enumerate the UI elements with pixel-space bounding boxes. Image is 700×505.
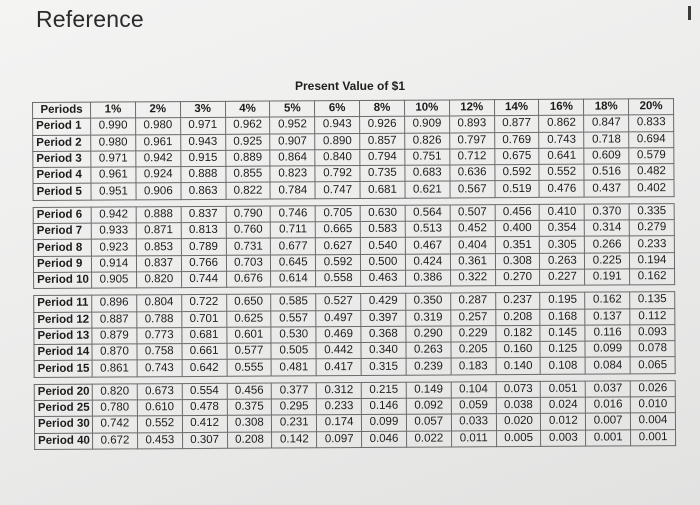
column-header-rate: 3%	[180, 101, 225, 118]
pv-factor-cell: 0.766	[181, 255, 226, 272]
pv-factor-cell: 0.681	[360, 182, 405, 199]
pv-factor-cell: 0.552	[137, 416, 182, 433]
pv-factor-cell: 0.813	[181, 222, 226, 239]
pv-factor-cell: 0.788	[137, 311, 182, 328]
pv-factor-cell: 0.108	[541, 358, 586, 375]
pv-factor-cell: 0.215	[361, 382, 406, 399]
pv-factor-cell: 0.980	[135, 118, 180, 135]
pv-factor-cell: 0.084	[585, 357, 630, 374]
row-period-label: Period 2	[33, 135, 91, 152]
pv-factor-cell: 0.746	[271, 206, 316, 223]
pv-factor-cell: 0.104	[451, 381, 496, 398]
pv-factor-cell: 0.519	[495, 181, 540, 198]
pv-factor-cell: 0.481	[271, 359, 316, 376]
pv-factor-cell: 0.400	[495, 220, 540, 237]
pv-factor-cell: 0.208	[227, 432, 272, 449]
pv-factor-cell: 0.516	[584, 164, 629, 181]
pv-factor-cell: 0.051	[541, 381, 586, 398]
pv-factor-cell: 0.683	[405, 165, 450, 182]
pv-factor-cell: 0.610	[137, 400, 182, 417]
pv-factor-cell: 0.923	[91, 239, 136, 256]
pv-factor-cell: 0.558	[316, 270, 361, 287]
pv-factor-cell: 0.871	[136, 223, 181, 240]
pv-factor-cell: 0.555	[227, 359, 272, 376]
pv-factor-cell: 0.887	[92, 311, 137, 328]
pv-factor-cell: 0.990	[91, 118, 136, 135]
pv-factor-cell: 0.552	[539, 164, 584, 181]
pv-factor-cell: 0.705	[315, 205, 360, 222]
pv-factor-cell: 0.340	[361, 342, 406, 359]
column-header-rate: 8%	[360, 100, 405, 117]
table-title: Present Value of $1	[294, 79, 406, 93]
row-period-label: Period 20	[34, 384, 92, 401]
row-period-label: Period 11	[34, 295, 92, 312]
pv-factor-cell: 0.769	[494, 132, 539, 149]
pv-factor-cell: 0.760	[226, 222, 271, 239]
column-header-rate: 20%	[629, 99, 674, 116]
pv-factor-cell: 0.386	[405, 270, 450, 287]
pv-factor-cell: 0.557	[271, 310, 316, 327]
pv-factor-cell: 0.773	[137, 327, 182, 344]
pv-factor-cell: 0.452	[450, 221, 495, 238]
pv-factor-cell: 0.026	[630, 380, 675, 397]
pv-factor-cell: 0.847	[584, 115, 629, 132]
pv-factor-cell: 0.351	[495, 237, 540, 254]
pv-factor-cell: 0.137	[585, 308, 630, 325]
pv-factor-cell: 0.016	[586, 397, 631, 414]
pv-factor-cell: 0.078	[630, 341, 675, 358]
row-period-label: Period 30	[34, 416, 92, 433]
pv-factor-cell: 0.585	[271, 294, 316, 311]
pv-factor-cell: 0.410	[540, 204, 585, 221]
pv-factor-cell: 0.377	[272, 383, 317, 400]
pv-factor-cell: 0.233	[317, 399, 362, 416]
pv-factor-cell: 0.890	[315, 133, 360, 150]
pv-factor-cell: 0.926	[360, 117, 405, 134]
pv-factor-cell: 0.630	[360, 205, 405, 222]
column-header-rate: 4%	[225, 101, 270, 118]
pv-factor-cell: 0.099	[585, 341, 630, 358]
pv-factor-cell: 0.672	[93, 433, 138, 450]
pv-factor-cell: 0.308	[227, 415, 272, 432]
scrollbar-thumb[interactable]	[688, 6, 691, 20]
pv-factor-cell: 0.642	[182, 360, 227, 377]
pv-factor-cell: 0.627	[316, 238, 361, 255]
pv-factor-cell: 0.915	[180, 150, 225, 167]
pv-factor-cell: 0.621	[405, 181, 450, 198]
pv-factor-cell: 0.099	[361, 415, 406, 432]
pv-factor-cell: 0.905	[92, 272, 137, 289]
pv-factor-cell: 0.722	[181, 295, 226, 312]
pv-factor-cell: 0.227	[540, 269, 585, 286]
pv-factor-cell: 0.429	[361, 293, 406, 310]
pv-factor-cell: 0.583	[360, 221, 405, 238]
pv-factor-cell: 0.820	[136, 272, 181, 289]
pv-factor-cell: 0.370	[584, 204, 629, 221]
pv-factor-cell: 0.020	[496, 414, 541, 431]
pv-factor-cell: 0.784	[270, 182, 315, 199]
pv-factor-cell: 0.864	[270, 150, 315, 167]
pv-factor-cell: 0.625	[226, 311, 271, 328]
row-period-label: Period 7	[33, 223, 91, 240]
pv-factor-cell: 0.879	[92, 328, 137, 345]
pv-factor-cell: 0.675	[494, 148, 539, 165]
column-header-rate: 6%	[315, 100, 360, 117]
pv-factor-cell: 0.335	[629, 203, 674, 220]
row-period-label: Period 3	[33, 151, 91, 168]
pv-factor-cell: 0.893	[449, 116, 494, 133]
column-header-rate: 14%	[494, 99, 539, 116]
pv-factor-cell: 0.792	[315, 166, 360, 183]
pv-factor-cell: 0.402	[629, 180, 674, 197]
pv-factor-cell: 0.305	[540, 237, 585, 254]
pv-factor-cell: 0.863	[181, 183, 226, 200]
pv-factor-cell: 0.225	[585, 253, 630, 270]
pv-factor-cell: 0.505	[271, 343, 316, 360]
pv-factor-cell: 0.404	[450, 237, 495, 254]
pv-factor-cell: 0.797	[449, 132, 494, 149]
pv-factor-cell: 0.059	[451, 398, 496, 415]
pv-factor-cell: 0.412	[182, 416, 227, 433]
pv-factor-cell: 0.789	[181, 239, 226, 256]
pv-factor-cell: 0.650	[226, 294, 271, 311]
pv-factor-cell: 0.093	[630, 324, 675, 341]
column-header-periods: Periods	[33, 102, 91, 119]
pv-factor-cell: 0.794	[360, 149, 405, 166]
pv-factor-cell: 0.307	[182, 432, 227, 449]
pv-factor-cell: 0.417	[316, 359, 361, 376]
pv-factor-cell: 0.308	[495, 253, 540, 270]
pv-factor-cell: 0.092	[406, 398, 451, 415]
pv-factor-cell: 0.527	[316, 294, 361, 311]
pv-factor-cell: 0.507	[450, 204, 495, 221]
pv-factor-cell: 0.961	[136, 134, 181, 151]
pv-factor-cell: 0.287	[450, 293, 495, 310]
pv-factor-cell: 0.743	[137, 360, 182, 377]
pv-factor-cell: 0.744	[181, 271, 226, 288]
pv-factor-cell: 0.961	[91, 167, 136, 184]
pv-factor-cell: 0.453	[137, 432, 182, 449]
pv-factor-cell: 0.437	[584, 180, 629, 197]
pv-factor-cell: 0.231	[272, 415, 317, 432]
pv-factor-cell: 0.906	[136, 183, 181, 200]
pv-factor-cell: 0.681	[182, 327, 227, 344]
pv-factor-cell: 0.804	[137, 295, 182, 312]
row-period-label: Period 13	[34, 328, 92, 345]
pv-factor-cell: 0.500	[360, 254, 405, 271]
pv-factor-cell: 0.162	[585, 292, 630, 309]
pv-factor-cell: 0.183	[451, 358, 496, 375]
pv-factor-cell: 0.057	[406, 414, 451, 431]
present-value-table	[32, 98, 676, 450]
pv-factor-cell: 0.840	[315, 149, 360, 166]
pv-factor-cell: 0.397	[361, 310, 406, 327]
pv-factor-cell: 0.614	[271, 271, 316, 288]
pv-factor-cell: 0.833	[629, 115, 674, 132]
pv-factor-cell: 0.135	[630, 292, 675, 309]
pv-factor-cell: 0.195	[540, 292, 585, 309]
pv-factor-cell: 0.375	[227, 399, 272, 416]
pv-factor-cell: 0.162	[630, 269, 675, 286]
pv-factor-cell: 0.003	[541, 430, 586, 447]
pv-factor-cell: 0.022	[406, 431, 451, 448]
pv-factor-cell: 0.676	[226, 271, 271, 288]
pv-factor-cell: 0.790	[226, 206, 271, 223]
pv-factor-cell: 0.747	[315, 182, 360, 199]
row-period-label: Period 25	[34, 400, 92, 417]
row-period-label: Period 4	[33, 167, 91, 184]
column-header-rate: 5%	[270, 101, 315, 118]
pv-factor-cell: 0.065	[630, 357, 675, 374]
pv-factor-cell: 0.579	[629, 147, 674, 164]
column-header-rate: 18%	[584, 99, 629, 116]
pv-factor-cell: 0.004	[631, 413, 676, 430]
pv-factor-cell: 0.951	[91, 183, 136, 200]
pv-factor-cell: 0.046	[362, 431, 407, 448]
pv-factor-cell: 0.145	[540, 325, 585, 342]
pv-factor-cell: 0.011	[451, 430, 496, 447]
pv-factor-cell: 0.233	[629, 236, 674, 253]
pv-factor-cell: 0.914	[91, 256, 136, 273]
pv-factor-cell: 0.942	[136, 150, 181, 167]
pv-factor-cell: 0.780	[92, 400, 137, 417]
pv-factor-cell: 0.758	[137, 344, 182, 361]
pv-factor-cell: 0.877	[494, 116, 539, 133]
pv-factor-cell: 0.263	[540, 253, 585, 270]
pv-factor-cell: 0.870	[92, 344, 137, 361]
pv-factor-cell: 0.182	[495, 325, 540, 342]
pv-factor-cell: 0.862	[539, 115, 584, 132]
pv-factor-cell: 0.322	[450, 270, 495, 287]
pv-factor-cell: 0.952	[270, 117, 315, 134]
pv-factor-cell: 0.853	[136, 239, 181, 256]
pv-factor-cell: 0.826	[405, 133, 450, 150]
pv-factor-cell: 0.701	[181, 311, 226, 328]
page-title: Reference	[36, 6, 144, 32]
pv-factor-cell: 0.469	[316, 326, 361, 343]
pv-factor-cell: 0.229	[451, 326, 496, 343]
pv-factor-cell: 0.456	[495, 204, 540, 221]
column-header-rate: 10%	[404, 100, 449, 117]
pv-factor-cell: 0.312	[316, 382, 361, 399]
pv-factor-cell: 0.497	[316, 310, 361, 327]
pv-factor-cell: 0.933	[91, 223, 136, 240]
pv-factor-cell: 0.822	[226, 183, 271, 200]
pv-factor-cell: 0.564	[405, 205, 450, 222]
column-header-rate: 16%	[539, 99, 584, 116]
pv-factor-cell: 0.033	[451, 414, 496, 431]
pv-factor-cell: 0.641	[539, 148, 584, 165]
pv-factor-cell: 0.645	[271, 254, 316, 271]
pv-factor-cell: 0.191	[585, 269, 630, 286]
pv-factor-cell: 0.837	[136, 255, 181, 272]
pv-factor-cell: 0.530	[271, 327, 316, 344]
pv-factor-cell: 0.442	[316, 343, 361, 360]
column-header-rate: 1%	[91, 102, 136, 119]
pv-factor-cell: 0.424	[405, 254, 450, 271]
pv-factor-cell: 0.354	[540, 220, 585, 237]
pv-factor-cell: 0.194	[630, 252, 675, 269]
pv-factor-cell: 0.368	[361, 326, 406, 343]
pv-factor-cell: 0.279	[629, 220, 674, 237]
pv-factor-cell: 0.319	[406, 310, 451, 327]
pv-factor-cell: 0.174	[317, 415, 362, 432]
pv-factor-cell: 0.731	[226, 238, 271, 255]
pv-factor-cell: 0.673	[137, 383, 182, 400]
row-period-label: Period 6	[33, 207, 91, 224]
row-period-label: Period 40	[35, 433, 93, 450]
pv-factor-cell: 0.924	[136, 167, 181, 184]
pv-factor-cell: 0.513	[405, 221, 450, 238]
pv-factor-cell: 0.315	[361, 359, 406, 376]
pv-factor-cell: 0.024	[541, 397, 586, 414]
pv-factor-cell: 0.142	[272, 431, 317, 448]
pv-factor-cell: 0.482	[629, 164, 674, 181]
pv-factor-cell: 0.149	[406, 382, 451, 399]
pv-factor-cell: 0.601	[226, 327, 271, 344]
pv-factor-cell: 0.463	[361, 270, 406, 287]
pv-factor-cell: 0.980	[91, 134, 136, 151]
pv-factor-cell: 0.665	[315, 222, 360, 239]
pv-factor-cell: 0.971	[91, 151, 136, 168]
row-period-label: Period 14	[34, 344, 92, 361]
pv-factor-cell: 0.889	[225, 150, 270, 167]
pv-factor-cell: 0.896	[92, 295, 137, 312]
pv-factor-cell: 0.592	[316, 254, 361, 271]
pv-factor-cell: 0.038	[496, 397, 541, 414]
pv-factor-cell: 0.001	[586, 429, 631, 446]
pv-factor-cell: 0.140	[496, 358, 541, 375]
pv-factor-cell: 0.112	[630, 308, 675, 325]
pv-factor-cell: 0.751	[405, 149, 450, 166]
pv-factor-cell: 0.295	[272, 399, 317, 416]
pv-factor-cell: 0.467	[405, 237, 450, 254]
row-period-label: Period 8	[33, 240, 91, 257]
pv-factor-cell: 0.962	[225, 117, 270, 134]
pv-factor-cell: 0.554	[182, 383, 227, 400]
pv-factor-cell: 0.263	[406, 342, 451, 359]
pv-factor-cell: 0.116	[585, 325, 630, 342]
pv-factor-cell: 0.239	[406, 358, 451, 375]
column-header-rate: 12%	[449, 100, 494, 117]
pv-factor-cell: 0.855	[225, 166, 270, 183]
pv-factor-cell: 0.592	[494, 165, 539, 182]
pv-factor-cell: 0.943	[180, 134, 225, 151]
table-body	[33, 115, 676, 450]
pv-factor-cell: 0.861	[92, 360, 137, 377]
pv-factor-cell: 0.735	[360, 165, 405, 182]
pv-factor-cell: 0.820	[92, 384, 137, 401]
pv-factor-cell: 0.456	[227, 383, 272, 400]
pv-factor-cell: 0.270	[495, 269, 540, 286]
pv-factor-cell: 0.577	[227, 343, 272, 360]
pv-factor-cell: 0.290	[406, 326, 451, 343]
pv-factor-cell: 0.314	[585, 220, 630, 237]
pv-factor-cell: 0.636	[450, 165, 495, 182]
row-period-label: Period 5	[33, 184, 91, 201]
pv-factor-cell: 0.361	[450, 253, 495, 270]
pv-factor-cell: 0.743	[539, 132, 584, 149]
pv-factor-cell: 0.742	[92, 416, 137, 433]
pv-factor-cell: 0.146	[361, 398, 406, 415]
pv-factor-cell: 0.942	[91, 207, 136, 224]
pv-factor-cell: 0.125	[540, 341, 585, 358]
pv-factor-cell: 0.007	[586, 413, 631, 430]
pv-factor-cell: 0.925	[225, 134, 270, 151]
pv-factor-cell: 0.567	[450, 181, 495, 198]
pv-factor-cell: 0.037	[585, 381, 630, 398]
row-period-label: Period 12	[34, 312, 92, 329]
pv-factor-cell: 0.943	[315, 117, 360, 134]
pv-factor-cell: 0.712	[450, 149, 495, 166]
pv-factor-cell: 0.005	[496, 430, 541, 447]
pv-factor-cell: 0.168	[540, 309, 585, 326]
table-row	[35, 429, 676, 449]
pv-factor-cell: 0.266	[585, 236, 630, 253]
pv-factor-cell: 0.907	[270, 133, 315, 150]
pv-factor-cell: 0.837	[181, 206, 226, 223]
pv-factor-cell: 0.205	[451, 342, 496, 359]
pv-factor-cell: 0.823	[270, 166, 315, 183]
pv-factor-cell: 0.476	[539, 181, 584, 198]
row-period-label: Period 9	[33, 256, 91, 273]
column-header-rate: 2%	[135, 102, 180, 119]
pv-factor-cell: 0.073	[496, 381, 541, 398]
row-period-label: Period 10	[34, 272, 92, 289]
pv-factor-cell: 0.257	[451, 309, 496, 326]
pv-factor-cell: 0.097	[317, 431, 362, 448]
pv-factor-cell: 0.694	[629, 131, 674, 148]
pv-factor-cell: 0.160	[496, 342, 541, 359]
pv-factor-cell: 0.909	[405, 116, 450, 133]
pv-factor-cell: 0.237	[495, 293, 540, 310]
row-period-label: Period 1	[33, 118, 91, 135]
row-period-label: Period 15	[34, 361, 92, 378]
pv-factor-cell: 0.661	[182, 343, 227, 360]
pv-factor-cell: 0.718	[584, 131, 629, 148]
pv-factor-cell: 0.350	[406, 293, 451, 310]
pv-factor-cell: 0.012	[541, 413, 586, 430]
pv-factor-cell: 0.888	[136, 206, 181, 223]
pv-factor-cell: 0.540	[360, 238, 405, 255]
pv-factor-cell: 0.010	[630, 397, 675, 414]
pv-factor-cell: 0.971	[180, 118, 225, 135]
pv-factor-cell: 0.888	[181, 167, 226, 184]
pv-factor-cell: 0.703	[226, 255, 271, 272]
pv-factor-cell: 0.478	[182, 399, 227, 416]
pv-factor-cell: 0.609	[584, 148, 629, 165]
pv-factor-cell: 0.208	[495, 309, 540, 326]
pv-factor-cell: 0.001	[631, 429, 676, 446]
pv-factor-cell: 0.711	[271, 222, 316, 239]
pv-factor-cell: 0.857	[360, 133, 405, 150]
pv-factor-cell: 0.677	[271, 238, 316, 255]
